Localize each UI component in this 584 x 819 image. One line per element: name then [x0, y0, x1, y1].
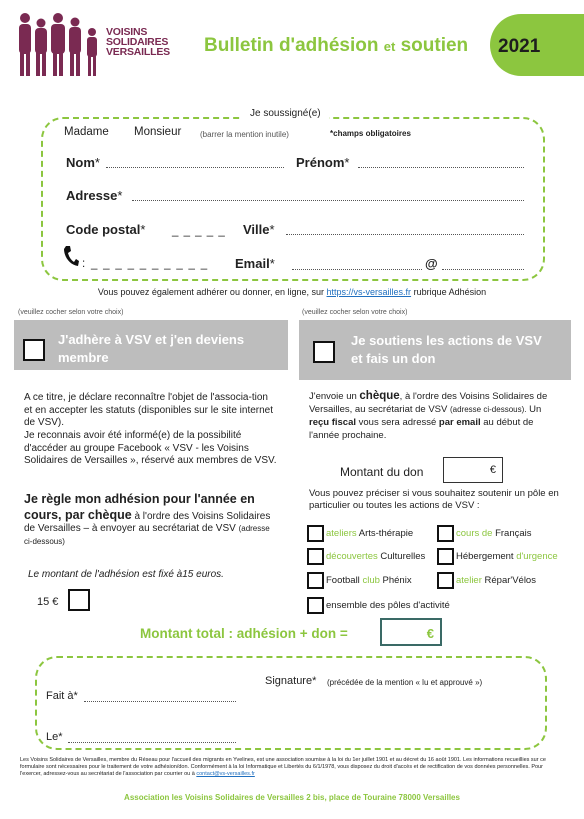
required-note: *champs obligatoires [330, 129, 411, 138]
ville-field[interactable] [286, 233, 524, 235]
title-part2: et [383, 39, 396, 54]
website-link[interactable]: https://vs-versailles.fr [326, 287, 412, 297]
option-culture: découvertes Culturelles [326, 551, 426, 562]
email-at: @ [425, 256, 438, 271]
left-cochez: (veuillez cocher selon votre choix) [18, 309, 124, 316]
fait-field[interactable] [84, 700, 236, 702]
montant-fixe: Le montant de l'adhésion est fixé à15 euros. [28, 569, 224, 580]
total-label: Montant total : adhésion + don = [140, 626, 348, 641]
fait-label: Fait à* [46, 690, 78, 702]
year: 2021 [498, 36, 541, 57]
footer-address: Association les Voisins Solidaires de Versailles 2 bis, place de Touraine 78000 Versailles [124, 793, 460, 802]
page-title [204, 35, 468, 57]
adhesion-text-3: Je règle mon adhésion pour l'année en cours, par chèque à l'ordre des Voisins Solidaires de Versailles – à envoyer au secrétariat de VSV (adresse ci-dessous) [24, 492, 271, 546]
adhesion-title: J'adhère à VSV et j'en deviens membre [58, 332, 245, 365]
option-all: ensemble des pôles d'activité [326, 600, 450, 611]
monsieur-option[interactable]: Monsieur [134, 126, 182, 138]
cp-field[interactable]: _ _ _ _ _ [172, 225, 226, 237]
right-cochez: (veuillez cocher selon votre choix) [302, 309, 408, 316]
signature-label: Signature* [265, 675, 317, 687]
option-checkbox-all[interactable] [307, 597, 324, 614]
logo-text: VOISINS SOLIDAIRES VERSAILLES [106, 26, 170, 58]
online-note: Vous pouvez également adhérer ou donner, en ligne, sur https://vs-versailles.fr rubrique Adhésion [97, 287, 487, 297]
identity-heading: Je soussigné(e) [242, 108, 329, 119]
le-label: Le* [46, 731, 63, 743]
email-label: Email* [235, 256, 275, 271]
barrer-note: (barrer la mention inutile) [200, 130, 289, 139]
option-velos: atelier Répar'Vélos [456, 575, 536, 586]
prenom-label: Prénom* [296, 155, 350, 170]
nom-label: Nom* [66, 155, 100, 170]
phone-field[interactable]: : _ _ _ _ _ _ _ _ _ _ [82, 258, 209, 270]
option-checkbox-arts[interactable] [307, 525, 324, 542]
le-field[interactable] [68, 741, 236, 743]
signature-box [35, 656, 547, 750]
phone-icon [63, 245, 79, 267]
adhesion-amount: 15 € [37, 596, 59, 608]
montant-don-label: Montant du don [340, 465, 424, 479]
option-arts: ateliers Arts-thérapie [326, 528, 414, 539]
option-football: Football club Phénix [326, 575, 412, 586]
adhesion-text-1: A ce titre, je déclare reconnaître l'objet de l'associa-tion et en accepter les statuts (disponibles sur le site internet de VSV). [24, 392, 274, 428]
cp-label: Code postal* [66, 222, 146, 237]
legal-notice: Les Voisins Solidaires de Versailles, membre du Réseau pour l'accueil des migrants en Yvelines, est une association soumise à la loi du 1er juillet 1901 et au décret du 16 août 1901. Les informations recueillies sur ce formulaire sont nécessaires pour le traitement de votre adhésion/don. Conformément à la loi Informatique et Libertés du 6/1/1978, vous disposez du droit d'accès et de rectification de vos données personnelles. Pour l'exercer, adressez-vous au secrétariat de l'association par courrier ou à contact@vs-versailles.fr [20, 757, 546, 777]
signature-hint: (précédée de la mention « lu et approuvé ») [327, 678, 483, 687]
option-checkbox-football[interactable] [307, 572, 324, 589]
option-hebergement: Hébergement d'urgence [456, 551, 558, 562]
email-field-user[interactable] [292, 268, 422, 270]
option-checkbox-hebergement[interactable] [437, 548, 454, 565]
don-text-1: J'envoie un chèque, à l'ordre des Voisins Solidaires de Versailles, au secrétariat de VSV (adresse ci-dessous). Un reçu fiscal vous sera adressé par email au début de l'année prochaine. [309, 390, 548, 441]
adhesion-text-2: Je reconnais avoir été informé(e) de la possibilité d'accéder au groupe Facebook « VSV - les Voisins Solidaires de Versailles », réservé aux membres de VSV. [24, 430, 277, 466]
nom-field[interactable] [106, 166, 284, 168]
don-amount-input[interactable]: € [443, 457, 503, 483]
title-part1: Bulletin d'adhésion [204, 35, 379, 56]
option-checkbox-velos[interactable] [437, 572, 454, 589]
adhesion-amount-checkbox[interactable] [68, 589, 90, 611]
option-francais: cours de Français [456, 528, 532, 539]
prenom-field[interactable] [358, 166, 524, 168]
ville-label: Ville* [243, 222, 275, 237]
don-title: Je soutiens les actions de VSV et fais un don [351, 333, 542, 366]
contact-email-link[interactable]: contact@vs-versailles.fr [196, 771, 255, 777]
adresse-label: Adresse* [66, 188, 123, 203]
total-input[interactable]: € [380, 618, 442, 646]
option-checkbox-culture[interactable] [307, 548, 324, 565]
option-checkbox-francais[interactable] [437, 525, 454, 542]
adhesion-checkbox[interactable] [23, 339, 45, 361]
don-text-2: Vous pouvez préciser si vous souhaitez soutenir un pôle en particulier ou toutes les actions de VSV : [309, 488, 559, 511]
adresse-field[interactable] [132, 199, 524, 201]
title-part3: soutien [400, 35, 469, 56]
email-field-domain[interactable] [442, 268, 524, 270]
don-checkbox[interactable] [313, 341, 335, 363]
madame-option[interactable]: Madame [64, 126, 109, 138]
